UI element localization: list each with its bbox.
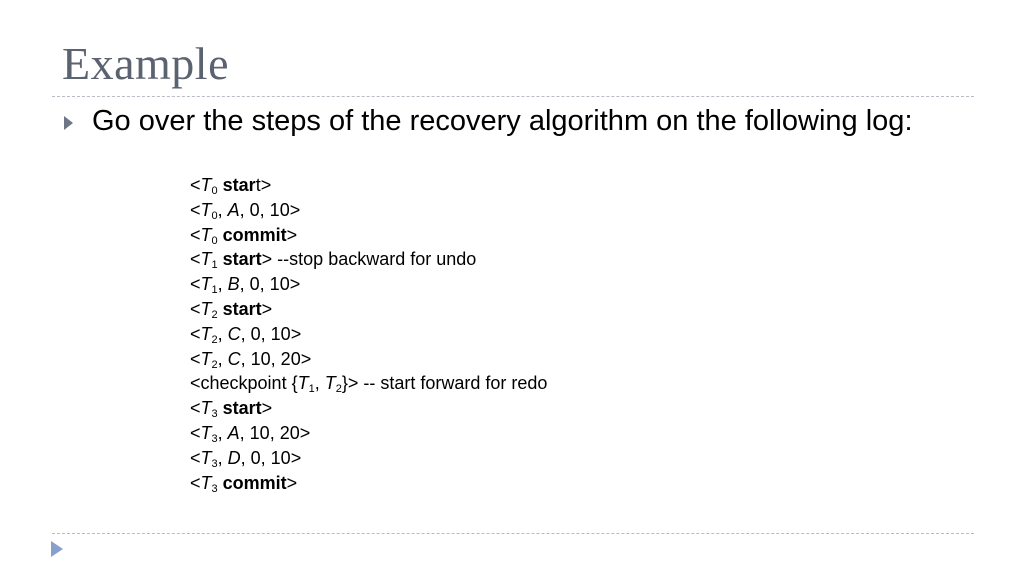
log-list <box>190 173 547 495</box>
log-entry: $<T_2$, C, 0, 10> <box>190 323 302 346</box>
log-entry: $<T_1$, B, 0, 10> <box>190 274 301 297</box>
log-entry: $<T_0$ start> <box>190 175 272 197</box>
log-entry: $<T_0$, A, 0, 10> <box>190 199 301 222</box>
triangle-bullet-icon <box>64 116 73 130</box>
log-entry: $<T_3$, D, 0, 10> <box>190 447 302 470</box>
title-divider <box>52 96 974 97</box>
log-entry: $<T_2$ start> <box>190 298 273 321</box>
log-entry: $<T_3$ commit> <box>190 472 298 495</box>
log-entry: $<T_2$, C, 10, 20> <box>190 348 312 371</box>
log-entry-checkpoint: <checkpoint {$T_1$, $T_2\}>$ -- start forward for redo <box>190 373 548 396</box>
log-entry: $<T_0$ commit> <box>190 224 298 247</box>
log-entry: $<T_1$ start> --stop backward for undo <box>190 249 477 272</box>
bullet-text: Go over the steps of the recovery algorithm on the following log: <box>92 105 913 137</box>
play-arrow-icon[interactable] <box>51 541 63 557</box>
log-entry: $<T_3$ start> <box>190 398 273 421</box>
slide-title: Example <box>62 38 229 89</box>
footer-divider <box>52 533 974 534</box>
log-entry: $<T_3$, A, 10, 20> <box>190 422 311 445</box>
